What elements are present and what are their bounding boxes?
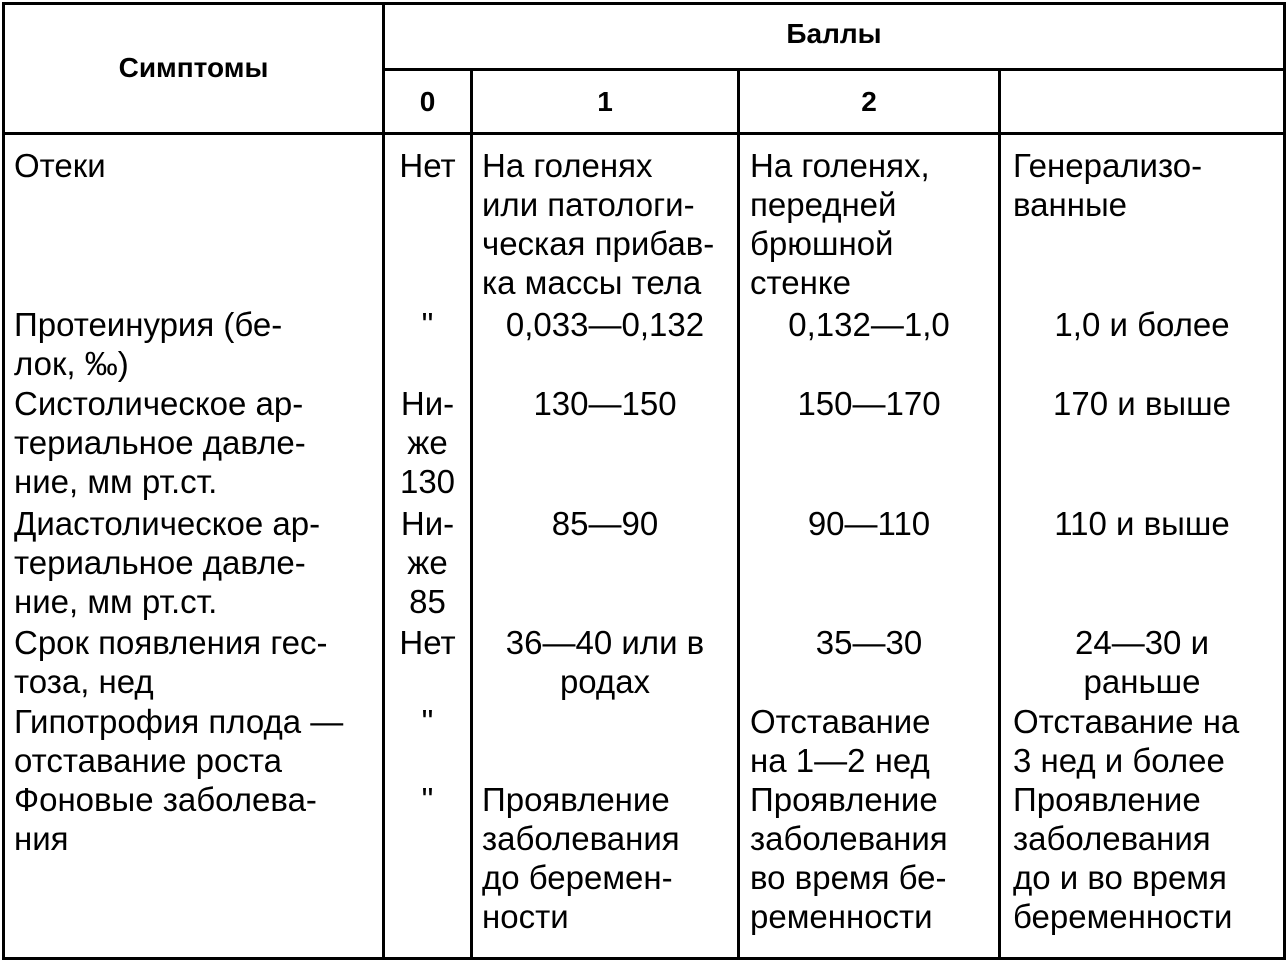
row-diastolic-score4: 110 и выше: [1054, 505, 1230, 542]
row-systolic-symptom: Систолическое ар- териальное давле- ние, мм рт.ст.: [14, 385, 306, 500]
row-systolic-score0: Ни- же 130: [399, 385, 456, 500]
row-diastolic-symptom: Диастолическое ар- териальное давле- ние, мм рт.ст.: [14, 505, 321, 620]
row-edema-score0: Нет: [399, 147, 456, 184]
header-scores: Баллы: [786, 18, 882, 49]
header-score-0: 0: [419, 86, 436, 117]
row-hypotrophy-score2: Отставание на 1—2 нед: [750, 703, 931, 779]
row-systolic-score2: 150—170: [797, 385, 941, 422]
header-score-2: 2: [861, 86, 877, 117]
header-scores-divider: [382, 68, 1286, 71]
row-background-score0: ": [421, 781, 434, 818]
row-proteinuria-symptom: Протеинурия (бе- лок, ‰): [14, 306, 283, 382]
row-hypotrophy-score0: ": [421, 703, 434, 740]
row-onset-score0: Нет: [399, 624, 456, 661]
row-diastolic-score0: Ни- же 85: [400, 505, 455, 620]
row-onset-score4: 24—30 и раньше: [1074, 624, 1209, 700]
row-edema-score2: На голенях, передней брюшной стенке: [750, 147, 930, 301]
table-border-bottom: [2, 957, 1286, 960]
row-hypotrophy-score4: Отставание на 3 нед и более: [1013, 703, 1240, 779]
row-proteinuria-score4: 1,0 и более: [1054, 306, 1230, 343]
row-proteinuria-score2: 0,132—1,0: [788, 306, 950, 343]
row-systolic-score4: 170 и выше: [1053, 385, 1231, 422]
row-edema-score1: На голенях или патологи- ческая прибав- ка массы тела: [482, 147, 715, 301]
row-diastolic-score2: 90—110: [807, 505, 931, 542]
row-onset-score2: 35—30: [815, 624, 923, 661]
row-background-score1: Проявление заболевания до беремен- ности: [482, 781, 680, 935]
row-background-score4: Проявление заболевания до и во время беременности: [1013, 781, 1233, 935]
row-diastolic-score1: 85—90: [551, 505, 659, 542]
row-systolic-score1: 130—150: [533, 385, 677, 422]
header-symptoms: Симптомы: [118, 52, 269, 83]
table-border-top: [2, 2, 1286, 5]
row-onset-symptom: Срок появления гес- тоза, нед: [14, 624, 328, 700]
row-edema-score4: Генерализо- ванные: [1013, 147, 1203, 223]
header-bottom-divider: [2, 132, 1286, 135]
table-border-left: [2, 2, 5, 960]
row-edema-symptom: Отеки: [14, 147, 106, 184]
row-hypotrophy-symptom: Гипотрофия плода — отставание роста: [14, 703, 344, 779]
table-border-right: [1283, 2, 1286, 960]
row-background-score2: Проявление заболевания во время бе- ременности: [750, 781, 948, 935]
row-proteinuria-score1: 0,033—0,132: [505, 306, 705, 343]
row-proteinuria-score0: ": [421, 306, 434, 343]
header-score-1: 1: [597, 86, 613, 117]
row-onset-score1: 36—40 или в родах: [505, 624, 705, 700]
row-background-symptom: Фоновые заболева- ния: [14, 781, 317, 857]
